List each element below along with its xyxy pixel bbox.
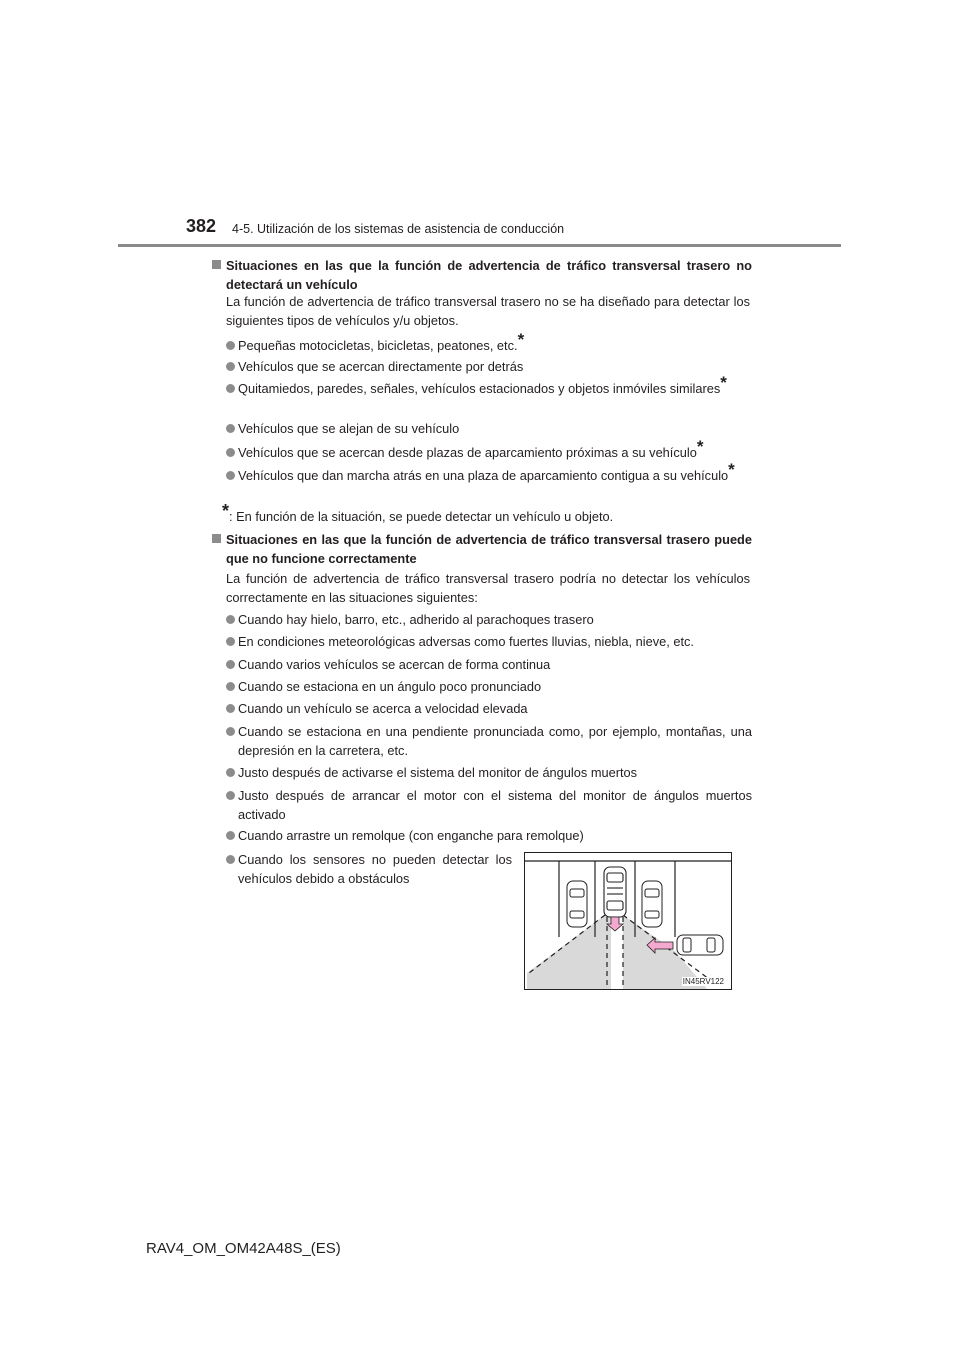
circle-bullet-icon	[226, 831, 235, 840]
footnote-star: *	[517, 330, 525, 349]
list-item: Cuando un vehículo se acerca a velocidad elevada	[226, 699, 752, 718]
circle-bullet-icon	[226, 791, 235, 800]
footnote-star: *	[720, 373, 727, 392]
header-divider	[118, 244, 841, 247]
page-number: 382	[186, 216, 217, 236]
parked-car-right	[642, 881, 662, 927]
circle-bullet-icon	[226, 637, 235, 646]
list-item: Cuando varios vehículos se acercan de forma continua	[226, 655, 752, 674]
list-item: Pequeñas motocicletas, bicicletas, peatones, etc.*	[226, 336, 752, 355]
list-item: Cuando arrastre un remolque (con enganche para remolque)	[226, 826, 752, 845]
own-vehicle	[604, 867, 626, 917]
list-item: Cuando se estaciona en un ángulo poco pronunciado	[226, 677, 752, 696]
list-item: Vehículos que se alejan de su vehículo	[226, 419, 752, 438]
footnote-star: *	[696, 437, 704, 456]
parking-illustration	[524, 852, 732, 990]
circle-bullet-icon	[226, 424, 235, 433]
list-item: Cuando los sensores no pueden detectar los vehículos debido a obstáculos	[226, 850, 512, 888]
circle-bullet-icon	[226, 855, 235, 864]
list-item: Vehículos que se acercan directamente por detrás	[226, 357, 752, 376]
chapter-title: 4-5. Utilización de los sistemas de asistencia de conducción	[232, 222, 565, 236]
document-id: RAV4_OM_OM42A48S_(ES)	[146, 1240, 341, 1257]
circle-bullet-icon	[226, 615, 235, 624]
footnote-star: *	[728, 460, 735, 479]
circle-bullet-icon	[226, 341, 235, 350]
list-item: Justo después de activarse el sistema del monitor de ángulos muertos	[226, 763, 752, 782]
circle-bullet-icon	[226, 768, 235, 777]
section-heading-malfunction: Situaciones en las que la función de advertencia de tráfico transversal trasero puede que no funcione correctamente	[212, 530, 752, 568]
parked-car-left	[567, 881, 587, 927]
square-bullet-icon	[212, 260, 221, 269]
circle-bullet-icon	[226, 682, 235, 691]
list-item: Vehículos que se acercan desde plazas de aparcamiento próximas a su vehículo*	[226, 443, 752, 462]
list-item: En condiciones meteorológicas adversas como fuertes lluvias, niebla, nieve, etc.	[226, 632, 752, 651]
circle-bullet-icon	[226, 704, 235, 713]
list-item: Justo después de arrancar el motor con el sistema del monitor de ángulos muertos activado	[226, 786, 752, 824]
list-item: Quitamiedos, paredes, señales, vehículos estacionados y objetos inmóviles similares*	[226, 379, 752, 398]
footnote-star: *	[222, 501, 230, 521]
circle-bullet-icon	[226, 384, 235, 393]
section-intro: La función de advertencia de tráfico transversal trasero podría no detectar los vehículos correctamente en las situaciones siguientes:	[226, 571, 750, 605]
list-item: Vehículos que dan marcha atrás en una plaza de aparcamiento contigua a su vehículo*	[226, 466, 752, 485]
figure-code: IN45RV122	[682, 977, 724, 986]
circle-bullet-icon	[226, 471, 235, 480]
circle-bullet-icon	[226, 448, 235, 457]
approaching-car	[677, 935, 723, 955]
parking-diagram	[525, 853, 731, 989]
circle-bullet-icon	[226, 362, 235, 371]
circle-bullet-icon	[226, 727, 235, 736]
list-item: Cuando hay hielo, barro, etc., adherido al parachoques trasero	[226, 610, 752, 629]
square-bullet-icon	[212, 534, 221, 543]
section-heading-no-detection: Situaciones en las que la función de advertencia de tráfico transversal trasero no detectará un vehículo	[212, 256, 752, 294]
footnote: *: En función de la situación, se puede detectar un vehículo u objeto.	[222, 501, 614, 524]
section-intro: La función de advertencia de tráfico transversal trasero no se ha diseñado para detectar los siguientes tipos de vehículos y/u objetos.	[226, 294, 750, 328]
list-item: Cuando se estaciona en una pendiente pronunciada como, por ejemplo, montañas, una depresión en la carretera, etc.	[226, 722, 752, 760]
circle-bullet-icon	[226, 660, 235, 669]
